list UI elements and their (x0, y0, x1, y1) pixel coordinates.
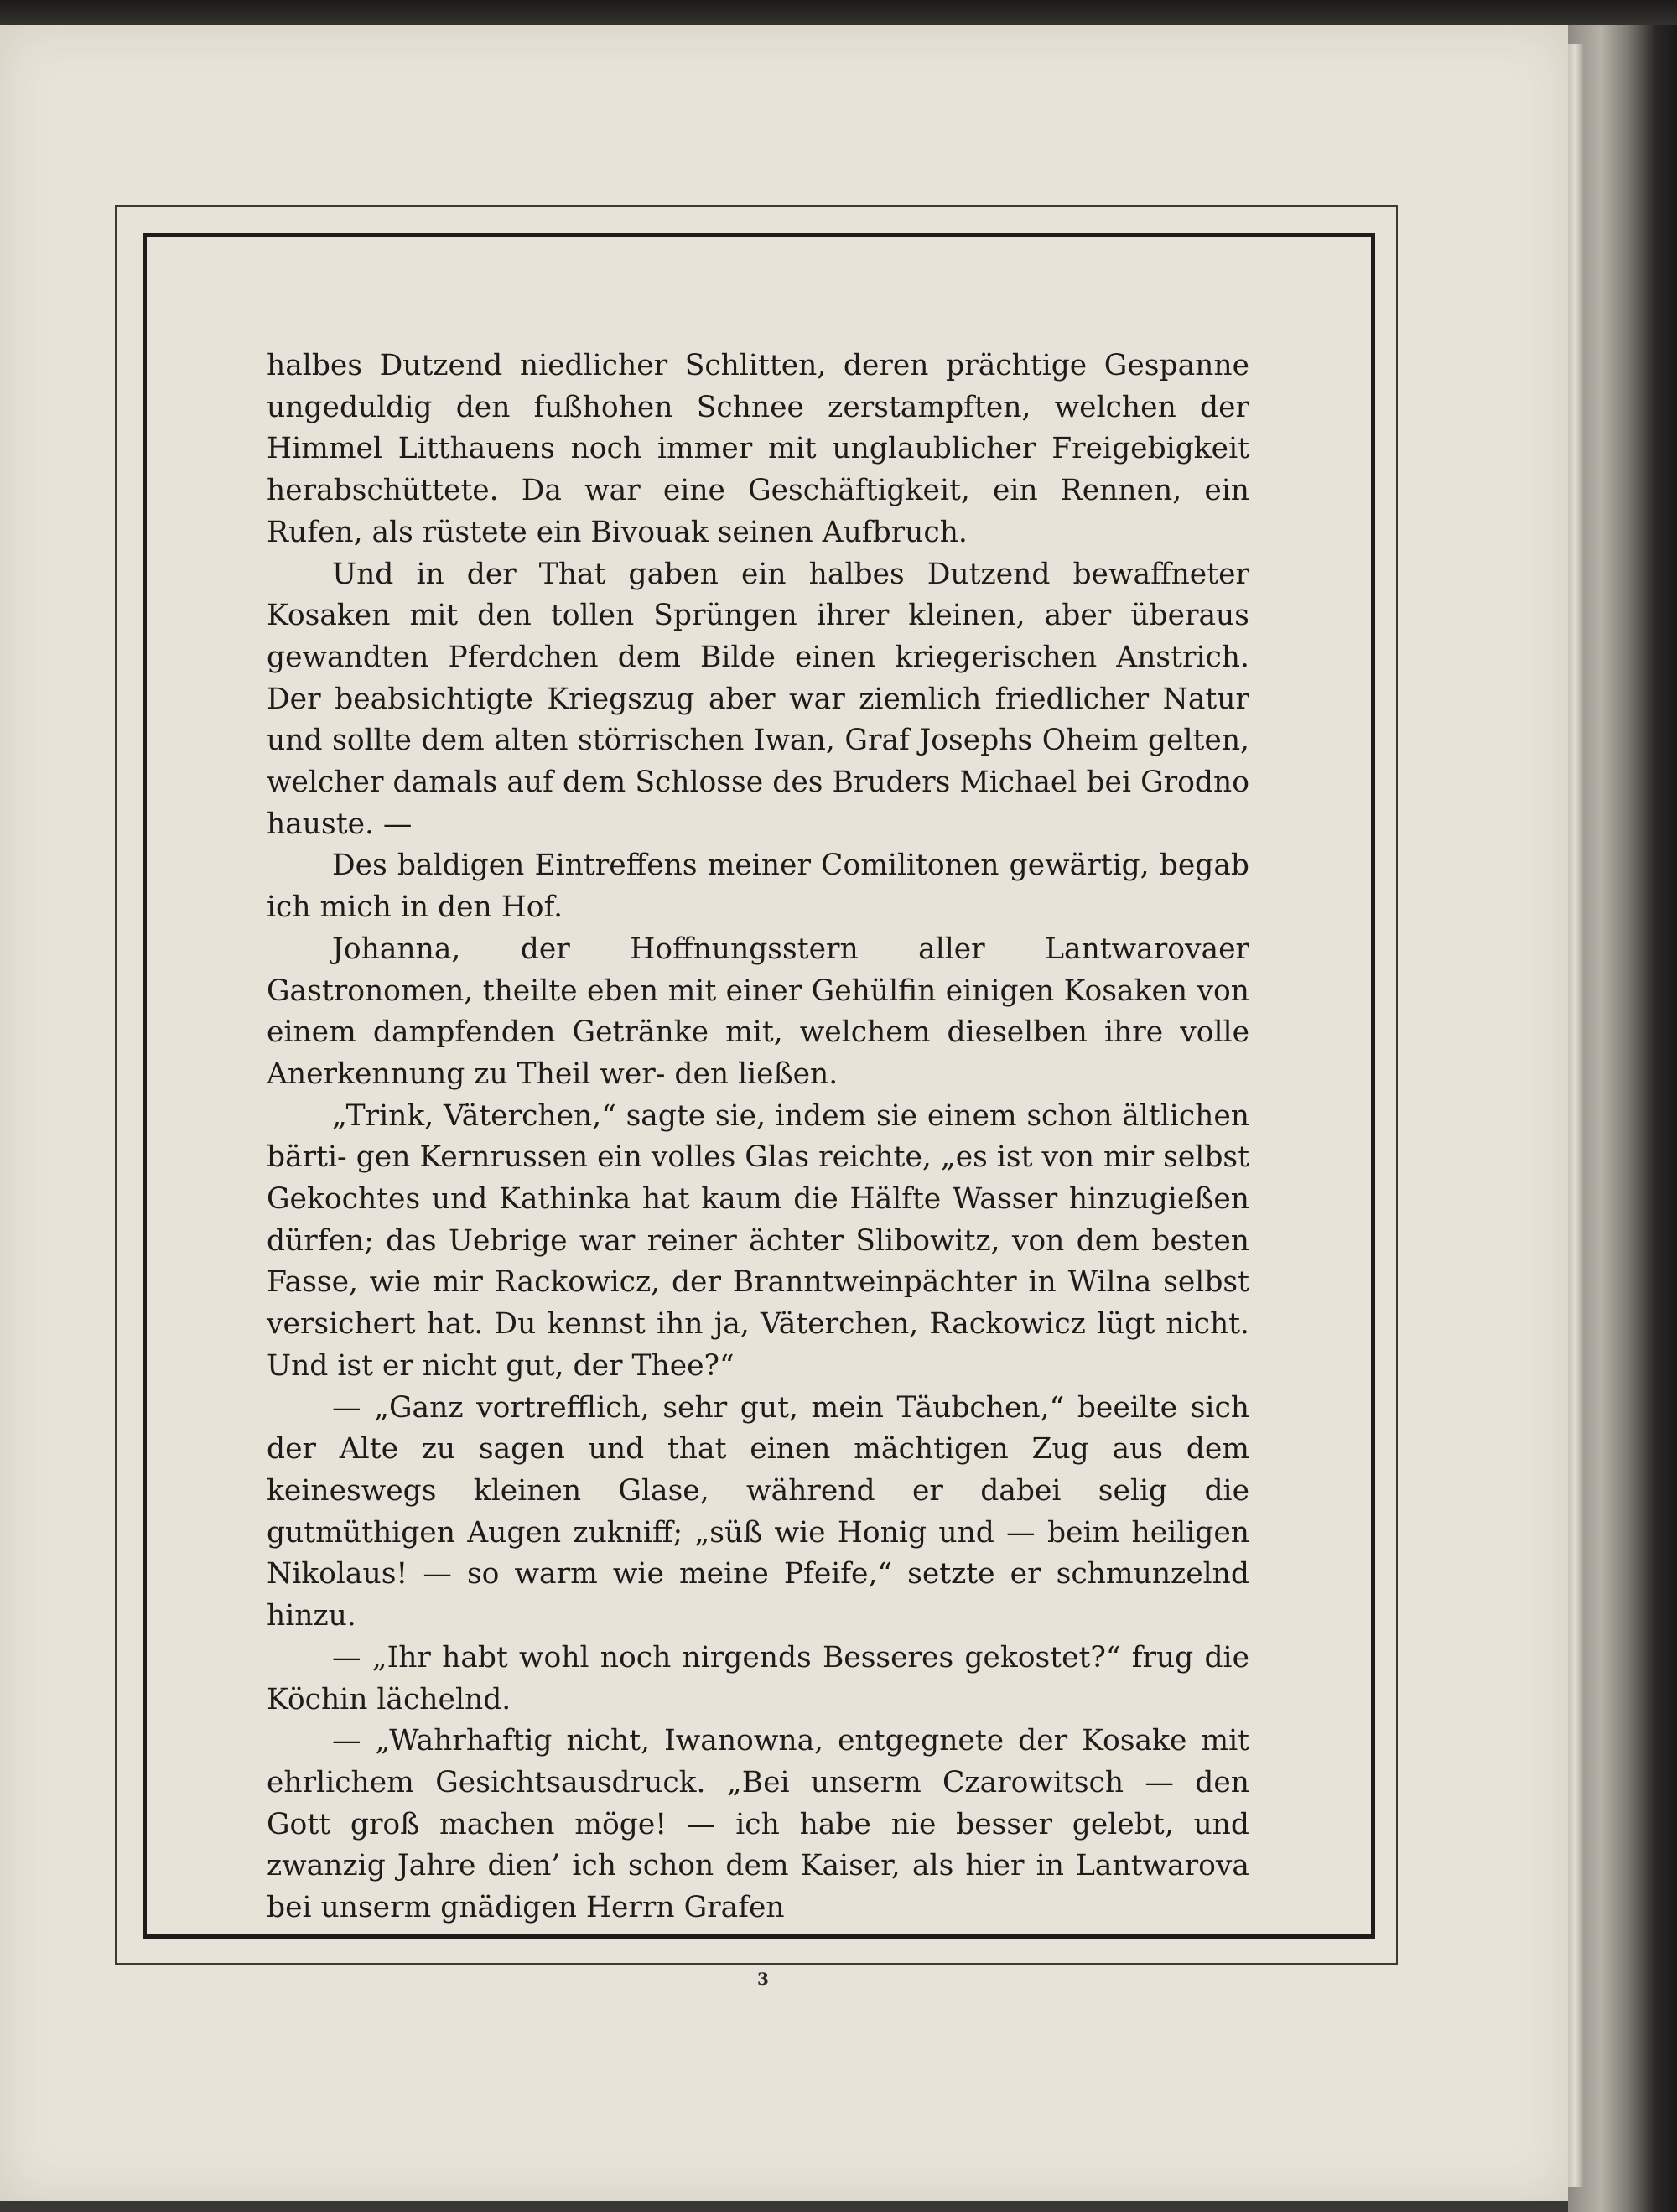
paragraph: — „Ganz vortrefflich, sehr gut, mein Täubchen,“ beeilte sich der Alte zu sagen und that einen mächtigen Zug aus dem keineswegs kleinen Glase, während er dabei selig die gutmüthigen Augen zukniff; „süß wie Honig und — beim heiligen Nikolaus! — so warm wie meine Pfeife,“ setzte er schmunzelnd hinzu. (267, 1390, 1249, 1633)
paragraph: „Trink, Väterchen,“ sagte sie, indem sie einem schon ältlichen bärti- gen Kernrussen ein volles Glas reichte, „es ist von mir selbst Gekochtes und Kathinka hat kaum die Hälfte Wasser hinzugießen dürfen; das Uebrige war reiner ächter Slibowitz, von dem besten Fasse, wie mir Rackowicz, der Branntweinpächter in Wilna selbst versichert hat. Du kennst ihn ja, Väterchen, Rackowicz lügt nicht. Und ist er nicht gut, der Thee?“ (267, 1098, 1249, 1383)
paragraph: — „Ihr habt wohl noch nirgends Besseres gekostet?“ frug die Köchin lächelnd. (267, 1640, 1249, 1716)
book-cover (1568, 25, 1677, 2212)
paragraph: Des baldigen Eintreffens meiner Comilitonen gewärtig, begab ich mich in den Hof. (267, 849, 1249, 925)
paragraph: Johanna, der Hoffnungsstern aller Lantwarovaer Gastronomen, theilte eben mit einer Gehülfin einigen Kosaken von einem dampfenden Getränke mit, welchem dieselben ihre volle Anerkennung zu Theil wer- den ließen. (267, 932, 1249, 1091)
paragraph: Und in der That gaben ein halbes Dutzend bewaffneter Kosaken mit den tollen Sprüngen ihrer kleinen, aber überaus gewandten Pferdchen dem Bilde einen kriegerischen Anstrich. Der beabsichtigte Kriegszug aber war ziemlich friedlicher Natur und sollte dem alten störrischen Iwan, Graf Josephs Oheim gelten, welcher damals auf dem Schlosse des Bruders Michael bei Grodno hauste. — (267, 557, 1249, 841)
paragraph: — „Wahrhaftig nicht, Iwanowna, entgegnete der Kosake mit ehrlichem Gesichtsausdruck. „Bei unserm Czarowitsch — den Gott groß machen möge! — ich habe nie besser gelebt, und zwanzig Jahre dien’ ich schon dem Kaiser, als hier in Lantwarova bei unserm gnädigen Herrn Grafen (267, 1724, 1249, 1925)
page-number: 3 (757, 1969, 769, 1989)
body-text (267, 345, 1249, 1929)
paragraph: halbes Dutzend niedlicher Schlitten, deren prächtige Gespanne ungeduldig den fußhohen Schnee zerstampften, welchen der Himmel Litthauens noch immer mit unglaublicher Freigebigkeit herabschüttete. Da war eine Geschäftigkeit, ein Rennen, ein Rufen, als rüstete ein Bivouak seinen Aufbruch. (267, 349, 1249, 549)
